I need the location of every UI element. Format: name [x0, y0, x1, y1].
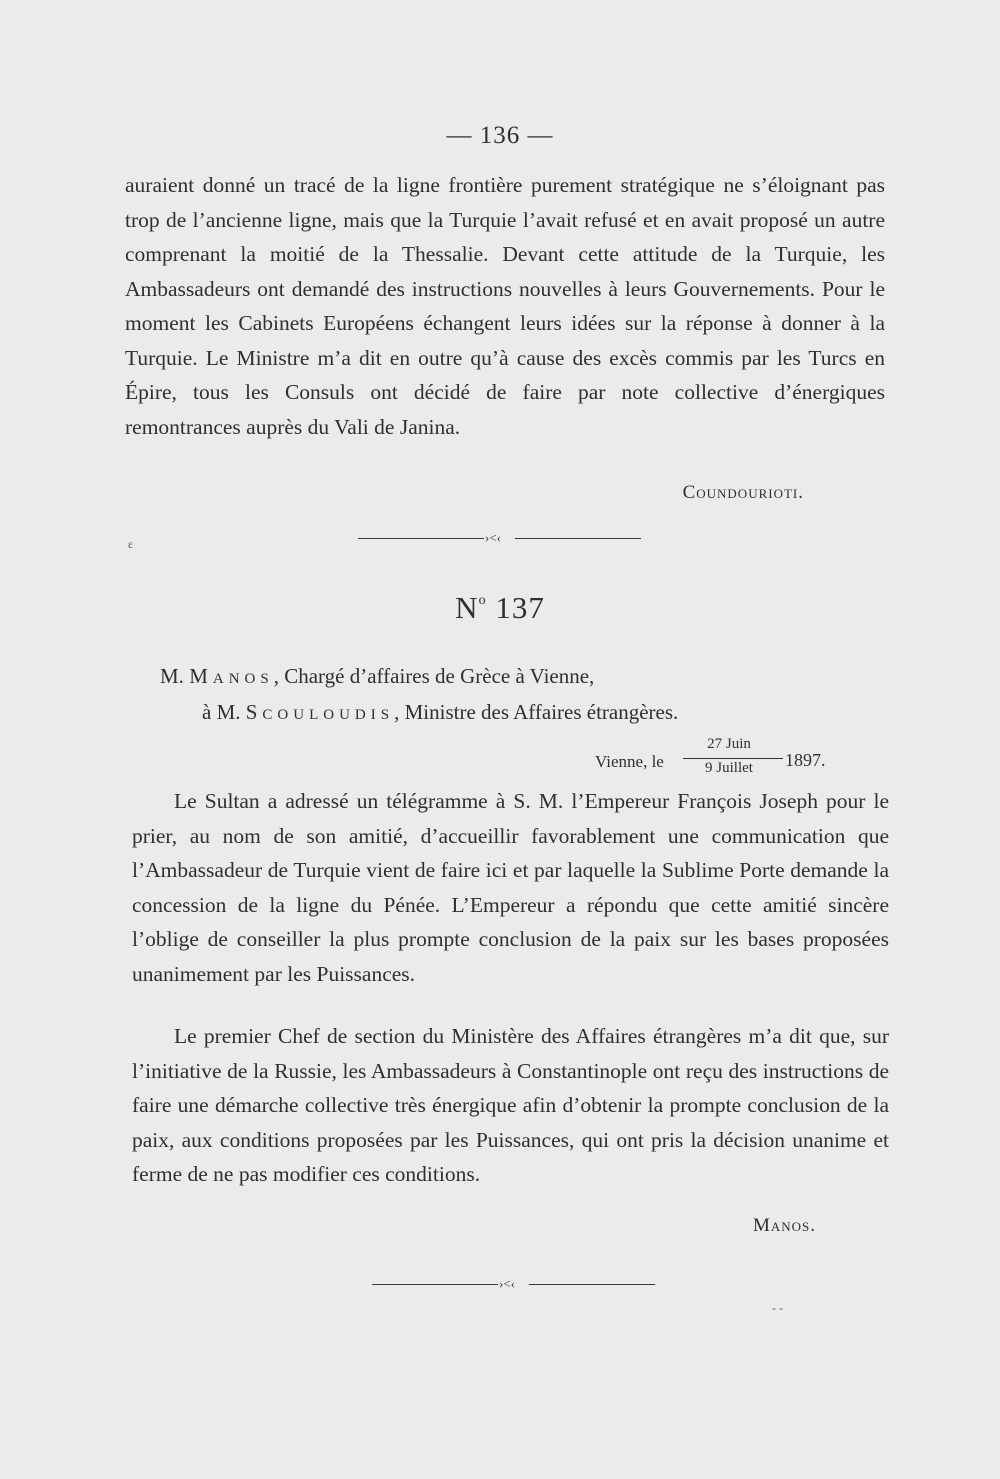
- sender-prefix: M.: [160, 664, 184, 688]
- body-paragraph-2: Le premier Chef de section du Ministère des Affaires étrangères m’a dit que, sur l’initiative de la Russie, les Ambassadeurs à Constantinople ont reçu des instructions de faire une démarche collective très énergique afin d’obtenir la prompte conclusion de la paix, aux conditions proposées par les Puissances, qui ont pris la décision unanime et ferme de ne pas modifier ces conditions.: [132, 1024, 889, 1186]
- sender-name: Manos: [189, 664, 274, 688]
- recipient-prefix: à M.: [202, 700, 241, 724]
- recipient-title: , Ministre des Affaires étrangères.: [394, 700, 679, 724]
- separator-rule-right: [529, 1284, 655, 1285]
- separator-ornament-glyph: ›<‹: [499, 1276, 515, 1291]
- body-paragraph-1: Le Sultan a adressé un télégramme à S. M. l’Empereur François Joseph pour le prier, au nom de son amitié, d’accueillir favorablement une communication que l’Ambassadeur de Turquie vient de faire ici et par laquelle la Sublime Porte demande la concession de la ligne du Pénée. L’Empereur a répondu que cette amitié sincère l’oblige de conseiller la plus prompte conclusion de la paix sur les bases proposées unanimement par les Puissances.: [132, 789, 889, 986]
- date-year: 1897.: [785, 750, 826, 770]
- date-julian: 27 Juin: [707, 736, 751, 752]
- page-number: — 136 —: [446, 122, 554, 149]
- ink-speck: - -: [772, 1301, 783, 1315]
- sender-line: [160, 664, 594, 689]
- number-value: 137: [495, 590, 545, 625]
- document-number: [0, 590, 1000, 626]
- number-superscript: o: [478, 593, 487, 608]
- number-prefix: N: [455, 590, 479, 625]
- separator-rule-left: [372, 1284, 498, 1285]
- date-fraction-bar: [683, 758, 783, 759]
- separator-ornament-glyph: ›<‹: [485, 530, 501, 545]
- date-place: Vienne, le: [595, 752, 664, 771]
- recipient-line: [202, 700, 678, 725]
- signature-manos: Manos.: [752, 1215, 816, 1236]
- signature-coundourioti: Coundourioti.: [682, 482, 804, 503]
- ink-speck: ε: [128, 537, 134, 551]
- separator-rule-right: [515, 538, 641, 539]
- separator-rule-left: [358, 538, 484, 539]
- recipient-name: Scouloudis: [245, 700, 395, 724]
- date-gregorian: 9 Juillet: [705, 760, 753, 776]
- continuation-paragraph: auraient donné un tracé de la ligne frontière purement stratégique ne s’éloignant pas trop de l’ancienne ligne, mais que la Turquie l’avait refusé et en avait proposé un autre comprenant la moitié de la Thessalie. Devant cette attitude de la Turquie, les Ambassadeurs ont demandé des instructions nouvelles à leurs Gouvernements. Pour le moment les Cabinets Européens échangent leurs idées sur la réponse à donner à la Turquie. Le Ministre m’a dit en outre qu’à cause des excès commis par les Turcs en Épire, tous les Consuls ont décidé de faire par note collective d’énergiques remontrances auprès du Vali de Janina.: [125, 173, 885, 439]
- sender-title: , Chargé d’affaires de Grèce à Vienne,: [273, 664, 595, 688]
